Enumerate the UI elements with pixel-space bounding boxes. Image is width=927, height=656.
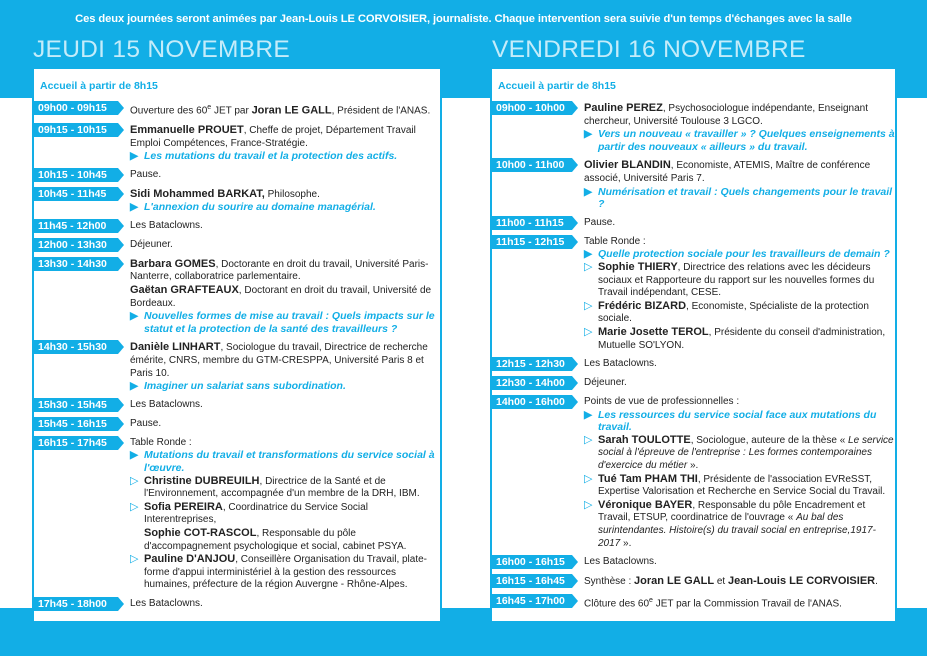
speaker-name: Tué Tam PHAM THI [598,472,698,485]
theme-title: Les ressources du service social face aux mutations du travail. [598,408,877,434]
speaker-role: , Sociologue, auteure de la thèse « [690,434,849,446]
time-badge: 14h00 - 16h00 [490,395,572,409]
ordinal-suffix: e [207,104,212,111]
speaker-role: JET par la Commission Travail de l'ANAS. [652,598,842,610]
speaker-name: Joran LE GALL [634,575,715,588]
speaker-role: , Doctorante en droit du travail, Université Paris-Nanterre, collaboratrice parlementaire. [130,258,429,283]
panel-speaker [584,261,895,300]
time-badge: 09h00 - 10h00 [490,101,572,115]
time-badge: 15h30 - 15h45 [32,398,118,412]
session-row [492,574,895,589]
session-text: Les Bataclowns. [130,219,203,231]
session-description [130,124,440,150]
session-list [34,101,440,611]
session-theme [584,186,895,211]
speaker-name: Pauline PEREZ [584,102,663,114]
speaker-role: , Economiste, Spécialiste de la protection sociale. [598,300,869,325]
theme-title: Numérisation et travail : Quels changements pour le travail ? [598,185,893,211]
session-description [130,437,440,450]
session-content [572,216,895,230]
speaker-role: , Sociologue du travail, Directrice de recherche émérite, CNRS, membre du GTM-CRESPPA, Université Paris 8 et Paris 10. [130,342,428,379]
session-text: JET par [211,105,252,117]
session-text: Les Bataclowns. [584,358,657,370]
time-badge: 16h00 - 16h15 [490,555,572,569]
session-text: Clôture des 60 [584,598,650,610]
play-arrow-icon: ▶ [130,201,139,214]
time-badge: 12h30 - 14h00 [490,376,572,390]
session-description [130,598,440,611]
time-badge: 12h15 - 12h30 [490,357,572,371]
session-content [118,168,440,182]
time-badge: 16h15 - 17h45 [32,436,118,450]
session-row [34,597,440,611]
session-content [118,219,440,233]
speaker-role: , Présidente du conseil d'administration, Mutuelle SO'LYON. [598,326,886,351]
speaker-role: , Directrice de la Santé et de l'Environnement, accompagnée d'un membre de la DRH, IBM. [144,475,420,500]
session-row [492,216,895,230]
speaker-role: , Directrice des relations avec les décideurs sociaux et Rapporteure du rapport sur les nouvelles formes du Travail indépendant, CESE. [598,261,875,299]
session-description [130,258,440,284]
panel-speaker [584,473,895,499]
theme-title: Les mutations du travail et la protection des actifs. [144,150,398,163]
session-theme [130,449,440,474]
session-content [118,597,440,611]
program-card-jeudi [32,69,442,623]
session-content [572,395,895,550]
speaker-role: , Responsable du pôle d'accompagnement psychologique et social, cabinet PSYA. [144,527,407,552]
publication-title: Le service social à l'épreuve de l'entreprise : Les formes contemporaines d'exercice du métier [598,434,894,472]
session-text: Pause. [130,168,162,180]
session-theme [130,380,440,393]
session-row [492,158,895,210]
speaker-role: , Cheffe de projet, Département Travail Emploi Compétences, France-Stratégie. [130,124,416,149]
session-theme [130,201,440,214]
session-content [118,101,440,118]
play-arrow-icon: ▶ [584,408,593,421]
session-text: Déjeuner. [130,238,173,250]
speaker-role: , Economiste, ATEMIS, Maître de conférence associé, Université Paris 7. [584,160,871,184]
session-description [584,556,895,569]
time-badge: 12h00 - 13h30 [32,238,118,252]
outline-arrow-icon: ▷ [130,500,139,513]
speaker-role: , Psychosociologue indépendante, Enseignant chercheur, Université Toulouse 3 LGCO. [584,103,869,127]
speaker-name: Sophie THIERY [598,260,678,273]
speaker-name: Danièle LINHART [130,341,221,354]
speaker-name: Pauline D'ANJOU [144,553,236,566]
session-text: et [714,576,728,588]
session-theme [584,248,895,261]
speaker-name: Joran LE GALL [251,104,332,117]
play-arrow-icon: ▶ [584,248,593,261]
session-text: Table Ronde : [130,436,192,448]
speaker-name: Sophie COT-RASCOL [144,526,257,539]
panel-speaker [584,300,895,326]
accueil-label: Accueil à partir de 8h15 [40,80,158,92]
session-description [584,159,895,185]
session-text: Déjeuner. [584,377,627,389]
session-row [34,238,440,252]
speaker-name: Sarah TOULOTTE [598,433,691,446]
speaker-name: Sofia PEREIRA [144,500,223,513]
speaker-name: Véronique BAYER [598,498,693,511]
panel-speaker [584,499,895,550]
speaker-name: Olivier BLANDIN [584,159,671,172]
session-text: Points de vue de professionnelles : [584,396,740,408]
speaker-name: Gaëtan GRAFTEAUX [130,284,239,297]
time-badge: 11h45 - 12h00 [32,219,118,233]
speaker-role: ». [620,537,632,549]
time-badge: 11h15 - 12h15 [490,235,572,249]
time-badge: 17h45 - 18h00 [32,597,118,611]
time-badge: 16h45 - 17h00 [490,594,572,608]
session-content [572,555,895,569]
outline-arrow-icon: ▷ [584,498,593,511]
session-text: Table Ronde : [584,235,646,247]
speaker-name: Jean-Louis LE CORVOISIER [728,575,876,588]
play-arrow-icon: ▶ [584,128,593,141]
session-text: Les Bataclowns. [584,556,657,568]
session-theme [584,409,895,434]
session-row [492,594,895,611]
outline-arrow-icon: ▷ [584,472,593,485]
session-row [34,219,440,233]
speaker-role: , Présidente de l'association EVReSST, Expertise Valorisation et Recherche en Service Social du Travail. [598,473,886,498]
speaker-role: , Coordinatrice du Service Social Interentreprises, [144,501,368,526]
theme-title: L'annexion du sourire au domaine managérial. [144,201,376,214]
speaker-role: , Conseillère Organisation du Travail, plate-forme d'appui interministériel à la gestion des ressources humaines, préfecture de la région Auvergne - Rhône-Alpes. [144,554,428,591]
outline-arrow-icon: ▷ [584,260,593,273]
session-text: Pause. [130,417,162,429]
session-row [34,417,440,431]
speaker-role: ». [687,460,699,472]
theme-title: Quelle protection sociale pour les travailleurs de demain ? [598,248,890,261]
session-row [34,257,440,336]
publication-title: Au bal des surintendantes. Histoire(s) du travail social en entreprise,1917-2017 [598,512,876,549]
day-title-vendredi: VENDREDI 16 NOVEMBRE [492,36,806,63]
outline-arrow-icon: ▷ [130,553,139,566]
session-list [492,101,895,611]
session-content [572,574,895,589]
session-theme [130,310,440,335]
session-row [34,168,440,182]
time-badge: 11h00 - 11h15 [490,216,572,230]
time-badge: 16h15 - 16h45 [490,574,572,588]
program-card-vendredi [490,69,897,623]
session-description [584,236,895,249]
theme-title: Nouvelles formes de mise au travail : Quels impacts sur le statut et la protection de la santé des travailleurs ? [144,310,435,335]
play-arrow-icon: ▶ [130,449,139,462]
session-row [34,436,440,592]
outline-arrow-icon: ▷ [130,474,139,487]
speaker-role: Philosophe. [264,188,320,200]
time-badge: 15h45 - 16h15 [32,417,118,431]
speaker-name: Barbara GOMES [130,257,216,270]
time-badge: 14h30 - 15h30 [32,340,118,354]
session-row [34,187,440,214]
time-badge: 09h15 - 10h15 [32,123,118,137]
play-arrow-icon: ▶ [130,310,139,323]
session-text: Ouverture des 60 [130,105,208,117]
speaker-role: , Président de l'ANAS. [331,105,431,117]
time-badge: 09h00 - 09h15 [32,101,118,115]
speaker-name: Sidi Mohammed BARKAT, [130,187,265,200]
session-description [584,377,895,390]
session-content [118,187,440,214]
panel-speaker [130,501,440,553]
session-row [492,555,895,569]
panel-speaker [130,553,440,592]
panel-speaker [584,434,895,473]
session-content [118,398,440,412]
session-description [130,169,440,182]
outline-arrow-icon: ▷ [584,433,593,446]
outline-arrow-icon: ▷ [584,325,593,338]
session-content [118,123,440,163]
session-description [584,595,895,611]
session-content [572,235,895,352]
speaker-role: , Doctorant en droit du travail, Université de Bordeaux. [130,285,432,309]
speaker-role: , Responsable du pôle Encadrement et Travail, ETSUP, coordinatrice de l'ouvrage « [598,499,866,524]
session-text: Synthèse : [584,576,635,588]
accueil-label: Accueil à partir de 8h15 [498,80,616,92]
theme-title: Mutations du travail et transformations du service social à l'œuvre. [144,449,435,475]
session-description [130,188,440,202]
session-row [34,101,440,118]
session-description [130,239,440,252]
session-content [118,417,440,431]
session-text: Pause. [584,216,616,228]
play-arrow-icon: ▶ [584,185,593,198]
session-description [130,341,440,380]
session-content [572,101,895,153]
speaker-name: Christine DUBREUILH [144,474,260,487]
play-arrow-icon: ▶ [130,380,139,393]
session-row [492,235,895,352]
session-row [34,123,440,163]
session-content [118,238,440,252]
outline-arrow-icon: ▷ [584,299,593,312]
time-badge: 10h00 - 11h00 [490,158,572,172]
day-title-jeudi: JEUDI 15 NOVEMBRE [33,36,290,63]
speaker-name: Frédéric BIZARD [598,299,687,312]
session-content [572,594,895,611]
session-description [130,418,440,431]
intro-text: Ces deux journées seront animées par Jean-Louis LE CORVOISIER, journaliste. Chaque intervention sera suivie d'un temps d'échanges avec la salle [75,13,852,25]
session-description [584,396,895,409]
session-content [118,257,440,336]
speaker-name: Marie Josette TEROL [598,325,709,338]
session-row [492,357,895,371]
ordinal-suffix: e [649,596,653,604]
session-content [118,436,440,592]
session-theme [130,150,440,163]
session-description [130,102,440,118]
session-description [130,284,440,310]
session-description [584,217,895,230]
time-badge: 13h30 - 14h30 [32,257,118,271]
session-content [572,376,895,390]
speaker-role: . [875,576,878,588]
session-content [572,158,895,210]
time-badge: 10h15 - 10h45 [32,168,118,182]
session-description [584,102,895,128]
session-description [130,399,440,412]
theme-title: Vers un nouveau « travailler » ? Quelques enseignements à partir des nouveaux « ailleurs » du travail. [598,128,895,153]
session-content [572,357,895,371]
session-description [130,220,440,233]
speaker-name: Emmanuelle PROUET [130,123,244,136]
theme-title: Imaginer un salariat sans subordination. [144,380,346,393]
session-theme [584,128,895,153]
session-description [584,575,895,589]
session-description [584,358,895,371]
panel-speaker [130,475,440,501]
session-row [492,395,895,550]
panel-speaker [584,326,895,352]
time-badge: 10h45 - 11h45 [32,187,118,201]
session-row [34,340,440,392]
session-row [492,376,895,390]
play-arrow-icon: ▶ [130,150,139,163]
session-text: Les Bataclowns. [130,398,203,410]
session-row [34,398,440,412]
session-content [118,340,440,392]
session-row [492,101,895,153]
session-text: Les Bataclowns. [130,597,203,609]
